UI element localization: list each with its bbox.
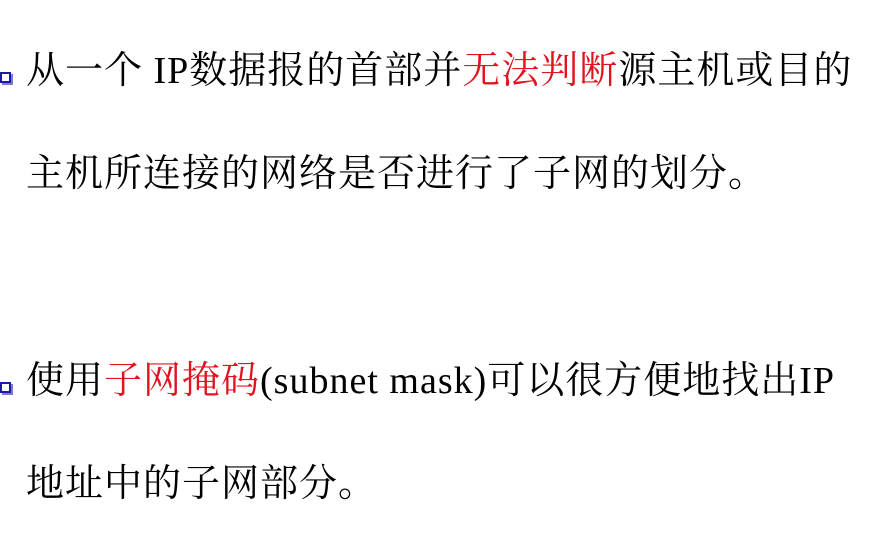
square-bullet-icon <box>0 72 11 83</box>
bullet-text-2-post: (subnet mask)可以很方便地找出IP 地址中的子网部分。 <box>26 360 834 505</box>
bullet-text-1-pre: 从一个 IP数据报的首部并 <box>26 50 463 92</box>
bullet-text-2 <box>26 330 871 536</box>
bullet-text-1-highlight: 无法判断 <box>462 50 619 92</box>
bullet-text-2-pre: 使用 <box>26 360 105 402</box>
bullet-text-1-post: 源主机或目的主机所连接的网络是否进行了子网的划分。 <box>26 50 853 195</box>
square-bullet-icon <box>0 382 11 393</box>
bullet-text-2-highlight: 子网掩码 <box>104 360 261 402</box>
bullet-text-1 <box>26 20 871 226</box>
